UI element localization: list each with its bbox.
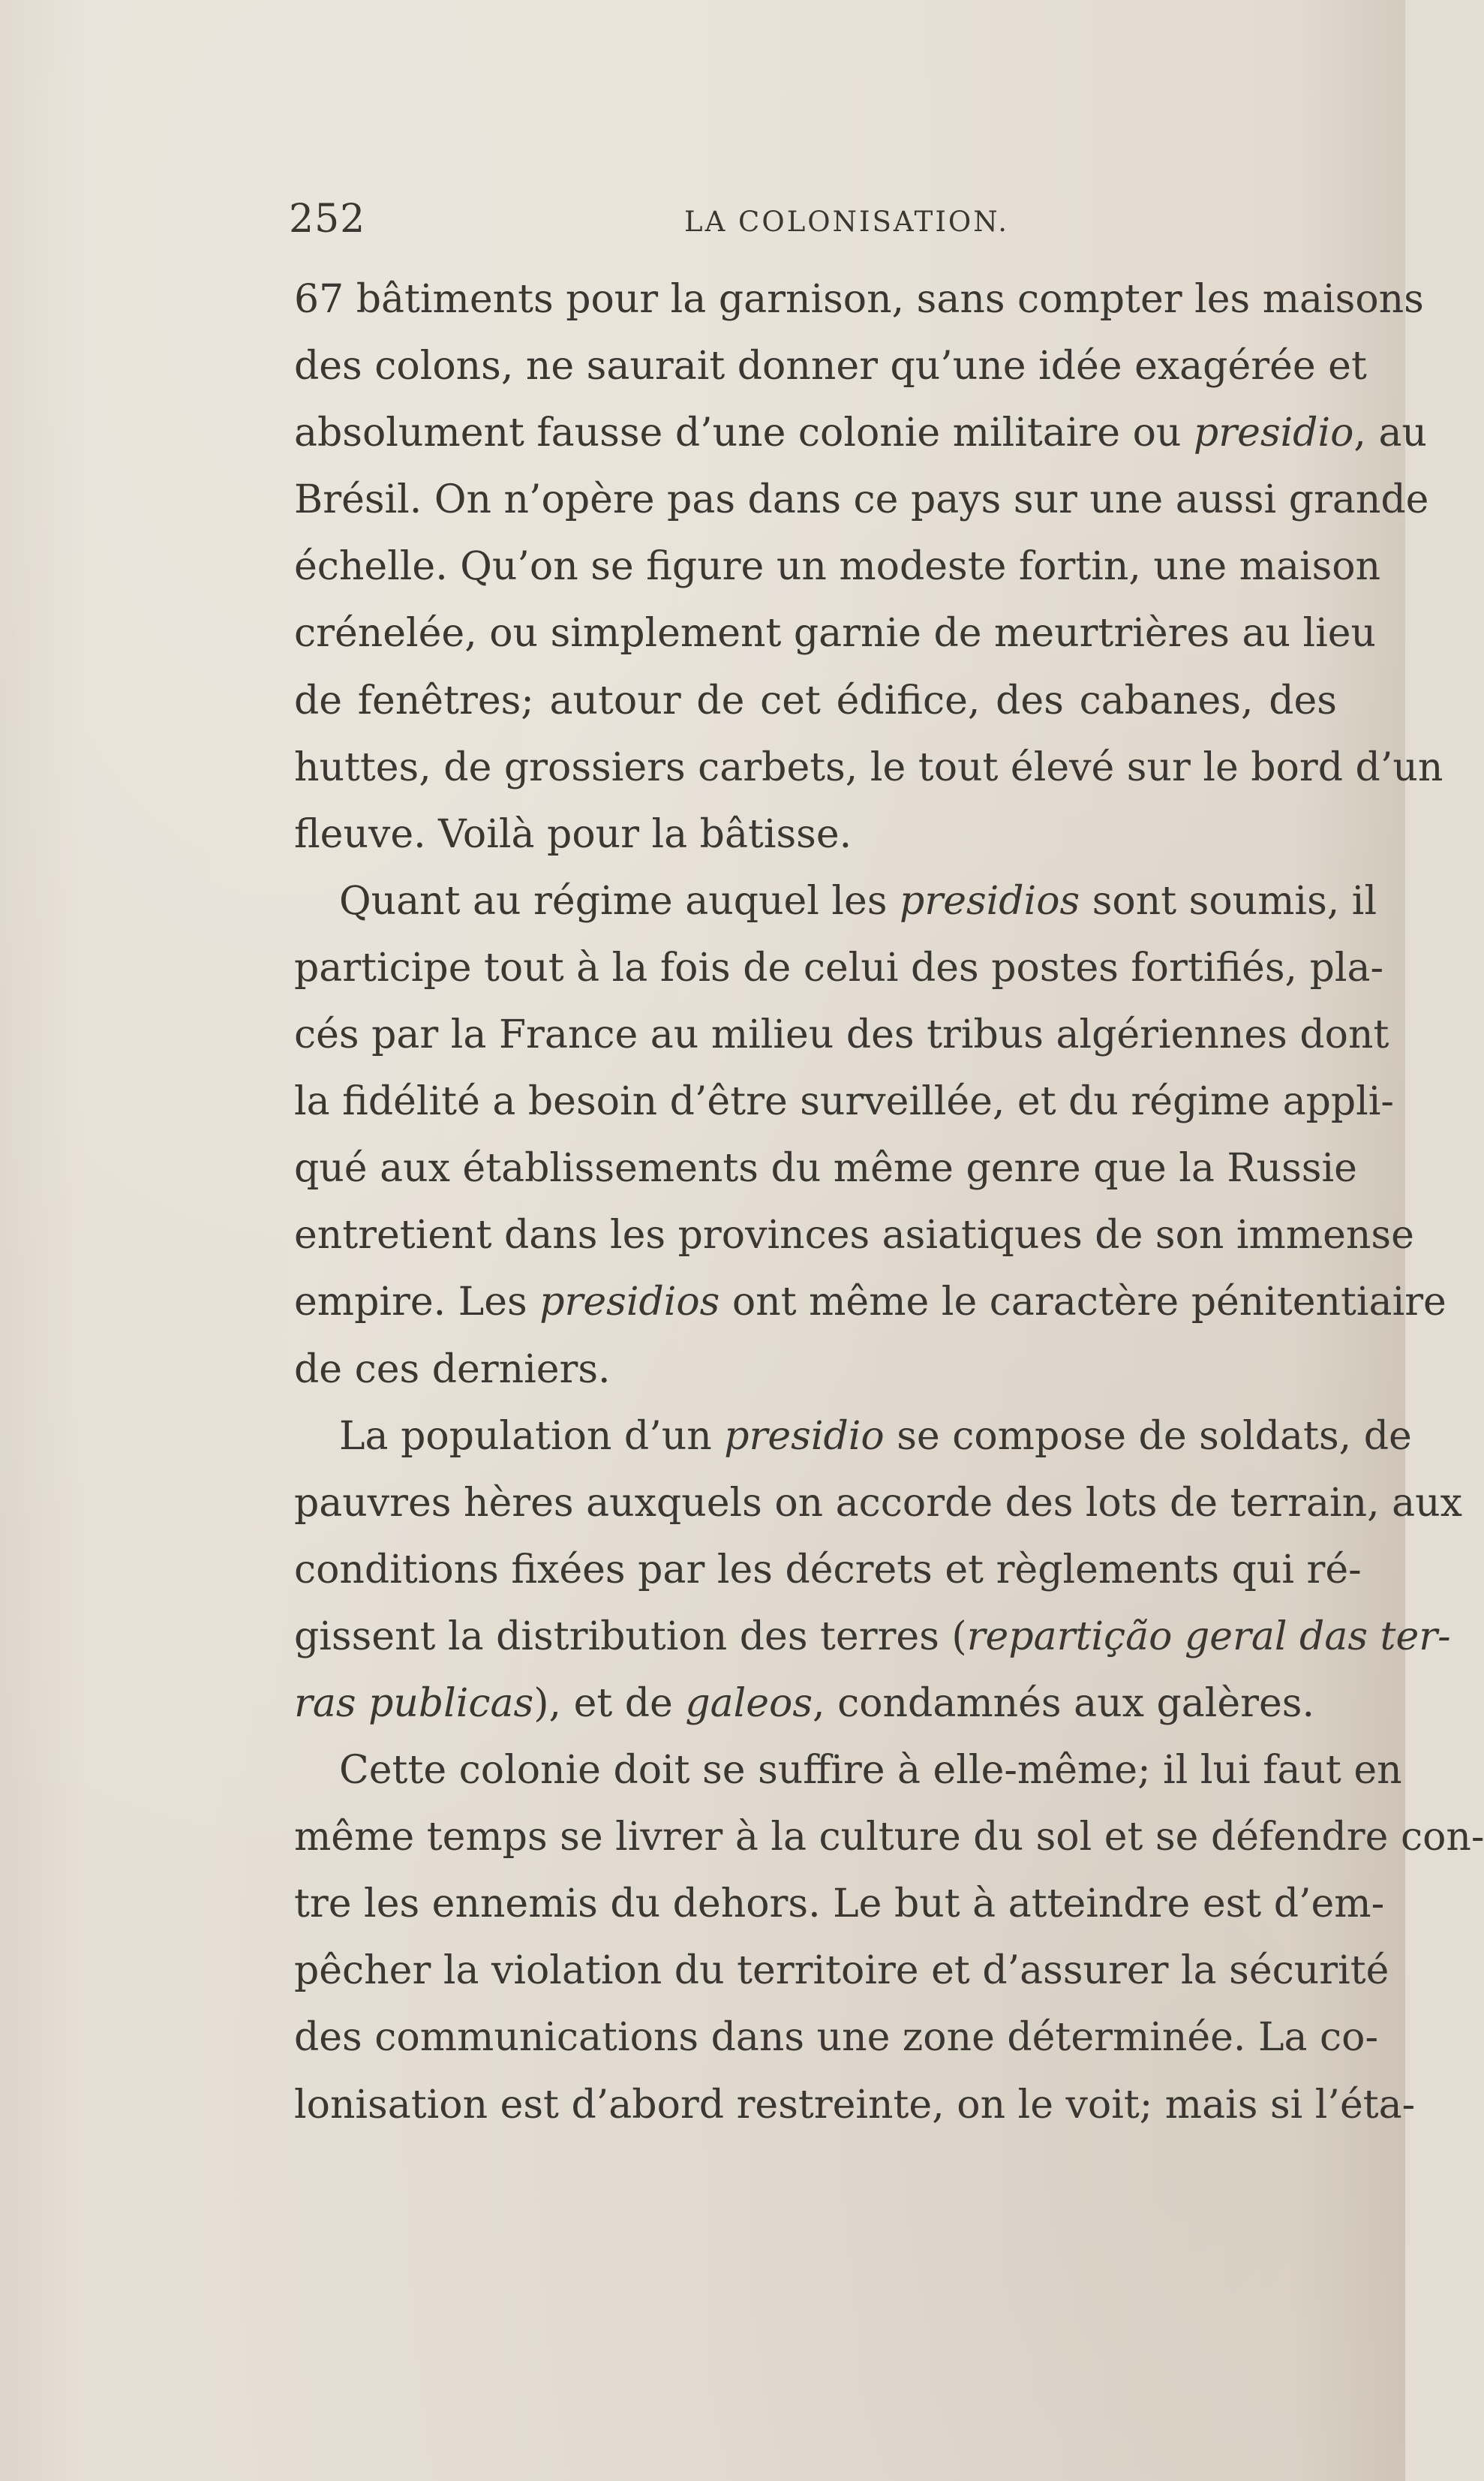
italic-term: presidios xyxy=(900,878,1080,924)
running-head: LA COLONISATION. xyxy=(684,206,1010,238)
italic-term: presidios xyxy=(539,1280,720,1325)
text-line: empire. Les presidios ont même le caractère pénitentiaire xyxy=(294,1280,1446,1325)
paragraph-start-line: Cette colonie doit se suffire à elle-même; il lui faut en xyxy=(339,1748,1402,1794)
text-line: des colons, ne saurait donner qu’une idée exagérée et xyxy=(294,344,1367,389)
paragraph-end-line: fleuve. Voilà pour la bâtisse. xyxy=(294,811,852,857)
text-line: crénelée, ou simplement garnie de meurtrières au lieu xyxy=(294,611,1377,657)
text-line: gissent la distribution des terres (repartição geral das ter- xyxy=(294,1613,1451,1659)
italic-term: presidio xyxy=(724,1413,885,1459)
text-line: des communications dans une zone déterminée. La co- xyxy=(294,2015,1379,2061)
paragraph-start-line: Quant au régime auquel les presidios sont soumis, il xyxy=(339,878,1377,924)
paragraph-end-line: ras publicas), et de galeos, condamnés aux galères. xyxy=(294,1680,1314,1726)
text-line: la fidélité a besoin d’être surveillée, et du régime appli- xyxy=(294,1079,1395,1125)
text-line: tre les ennemis du dehors. Le but à atteindre est d’em- xyxy=(294,1881,1385,1927)
text-line: Brésil. On n’opère pas dans ce pays sur une aussi grande xyxy=(294,477,1429,523)
text-line: pêcher la violation du territoire et d’assurer la sécurité xyxy=(294,1948,1389,1994)
text-line: pauvres hères auxquels on accorde des lots de terrain, aux xyxy=(294,1480,1462,1526)
text-line: même temps se livrer à la culture du sol et se défendre con- xyxy=(294,1815,1484,1860)
italic-term: ras publicas xyxy=(294,1680,534,1726)
text-line: huttes, de grossiers carbets, le tout élevé sur le bord d’un xyxy=(294,744,1443,790)
text-line: de fenêtres; autour de cet édifice, des cabanes, des xyxy=(294,678,1337,723)
italic-term: repartição geral das ter- xyxy=(966,1613,1451,1659)
text-line: cés par la France au milieu des tribus algériennes dont xyxy=(294,1012,1389,1058)
text-line: 67 bâtiments pour la garnison, sans compter les maisons xyxy=(294,277,1424,322)
text-line: échelle. Qu’on se figure un modeste fortin, une maison xyxy=(294,544,1381,590)
text-line: participe tout à la fois de celui des postes fortifiés, pla- xyxy=(294,945,1384,991)
text-line: lonisation est d’abord restreinte, on le voit; mais si l’éta- xyxy=(294,2082,1416,2128)
page-number: 252 xyxy=(289,197,366,242)
text-line: conditions fixées par les décrets et règlements qui ré- xyxy=(294,1547,1362,1592)
paragraph-end-line: de ces derniers. xyxy=(294,1346,611,1392)
body-text xyxy=(294,266,1484,2139)
text-line: absolument fausse d’une colonie militaire ou presidio, au xyxy=(294,410,1427,456)
page-header xyxy=(289,197,1339,249)
paragraph-start-line: La population d’un presidio se compose de soldats, de xyxy=(339,1413,1412,1459)
text-line: entretient dans les provinces asiatiques de son immense xyxy=(294,1213,1414,1259)
italic-term: presidio xyxy=(1193,410,1354,456)
italic-term: galeos xyxy=(685,1680,813,1726)
text-line: qué aux établissements du même genre que la Russie xyxy=(294,1146,1357,1192)
